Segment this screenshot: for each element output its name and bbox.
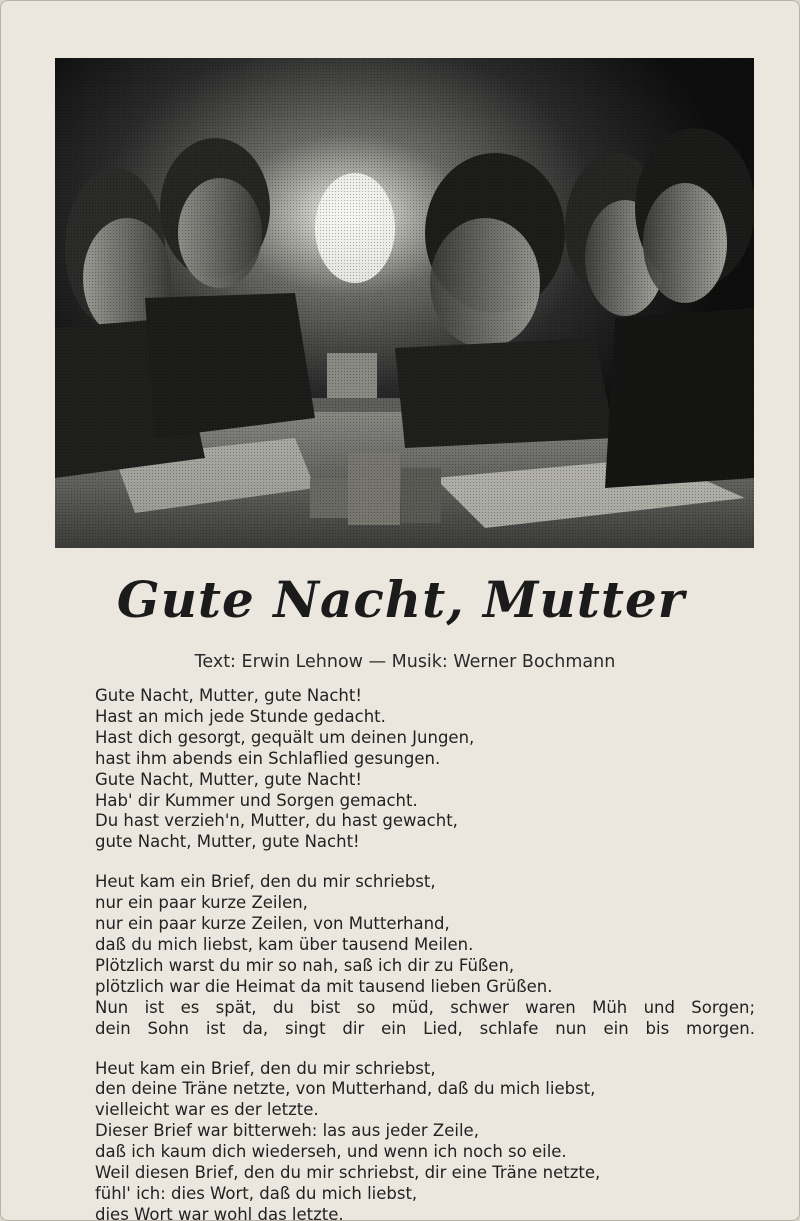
lyric-line: Hab' dir Kummer und Sorgen gemacht.	[95, 790, 418, 810]
lyric-line: Weil diesen Brief, den du mir schriebst, dir eine Träne netzte,	[95, 1163, 601, 1183]
lyric-line: dies Wort war wohl das letzte.	[95, 1204, 344, 1221]
halftone-screen	[55, 58, 754, 548]
lyric-line: Heut kam ein Brief, den du mir schriebst,	[95, 1058, 436, 1078]
lyric-line: vielleicht war es der letzte.	[95, 1100, 319, 1120]
lyric-line: gute Nacht, Mutter, gute Nacht!	[95, 832, 360, 852]
lyric-line: daß ich kaum dich wiederseh, und wenn ich noch so eile.	[95, 1142, 567, 1162]
song-credits: Text: Erwin Lehnow — Musik: Werner Bochmann	[194, 652, 616, 672]
lyric-line: Dieser Brief war bitterweh: las aus jeder Zeile,	[95, 1121, 479, 1141]
lyric-line: Gute Nacht, Mutter, gute Nacht!	[95, 686, 362, 705]
stanza-3	[95, 1059, 755, 1221]
lyric-line: dein Sohn ist da, singt dir ein Lied, schlafe nun ein bis morgen.	[95, 1018, 755, 1038]
soldiers-lamp-photo	[55, 58, 754, 548]
lyric-line: Hast an mich jede Stunde gedacht.	[95, 706, 386, 726]
lyric-line: Gute Nacht, Mutter, gute Nacht!	[95, 769, 362, 789]
lyric-line: nur ein paar kurze Zeilen, von Mutterhand,	[95, 914, 450, 934]
lyrics	[95, 686, 755, 1221]
lyric-line: Heut kam ein Brief, den du mir schriebst,	[95, 872, 436, 892]
lyric-line: Du hast verzieh'n, Mutter, du hast gewacht,	[95, 811, 458, 831]
lyric-line: Plötzlich warst du mir so nah, saß ich dir zu Füßen,	[95, 955, 515, 975]
photo-illustration	[55, 58, 754, 548]
lyric-line: daß du mich liebst, kam über tausend Meilen.	[95, 934, 474, 954]
lyric-line: hast ihm abends ein Schlaflied gesungen.	[95, 748, 441, 768]
lyric-line: Hast dich gesorgt, gequält um deinen Jungen,	[95, 727, 475, 747]
lyric-line: den deine Träne netzte, von Mutterhand, daß du mich liebst,	[95, 1079, 596, 1099]
stanza-1	[95, 686, 755, 853]
lyric-line: nur ein paar kurze Zeilen,	[95, 893, 308, 913]
lyric-line: plötzlich war die Heimat da mit tausend lieben Grüßen.	[95, 976, 553, 996]
lyric-line: Nun ist es spät, du bist so müd, schwer waren Müh und Sorgen;	[95, 997, 755, 1017]
song-title: Gute Nacht, Mutter	[116, 570, 686, 629]
stanza-2	[95, 872, 755, 1039]
lyric-line: fühl' ich: dies Wort, daß du mich liebst,	[95, 1183, 418, 1203]
